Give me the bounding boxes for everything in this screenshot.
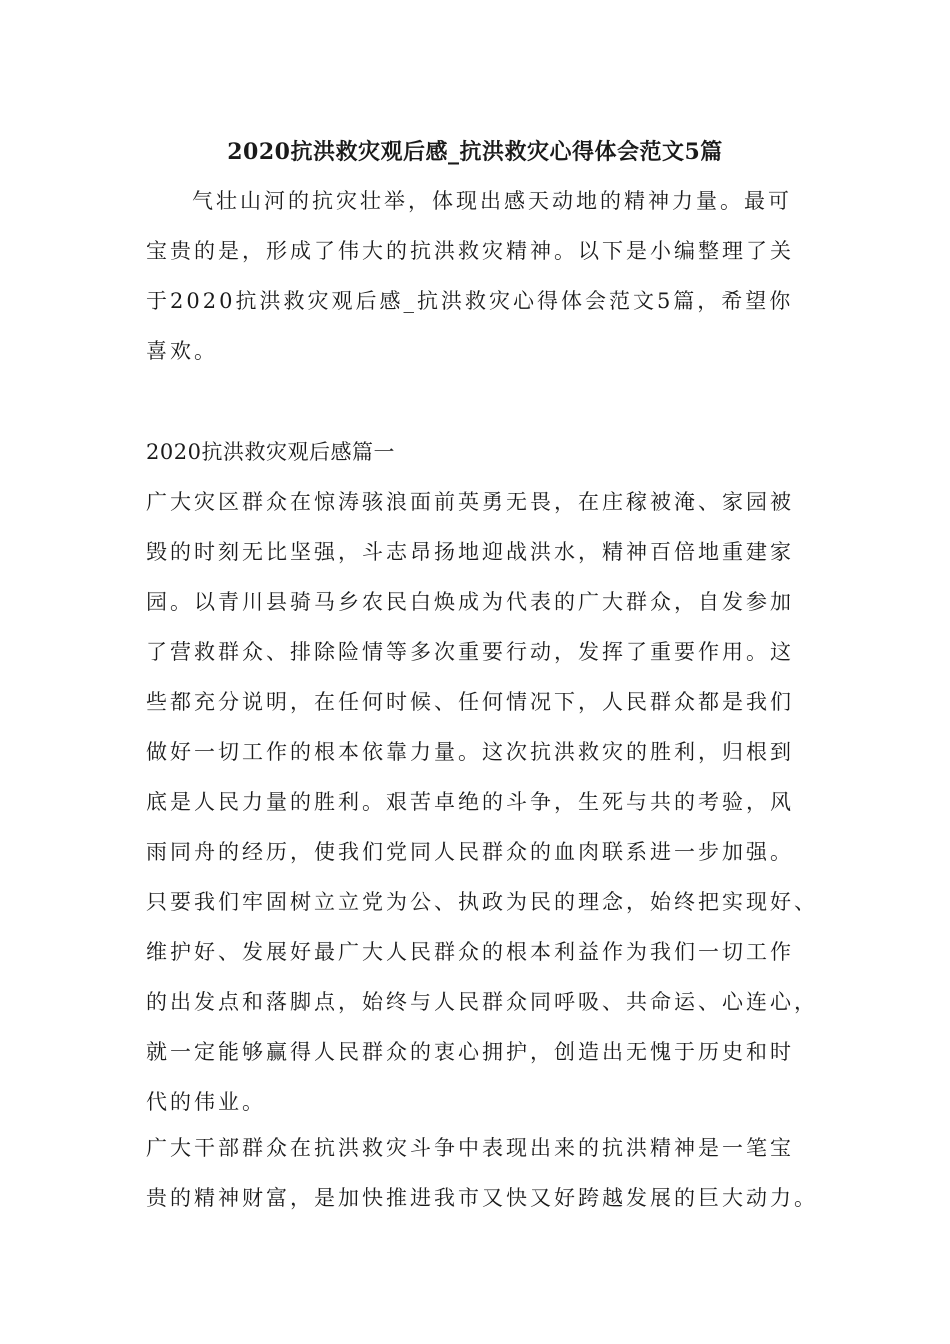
body-paragraph-1 [146, 477, 818, 1127]
paragraph-line: 就一定能够赢得人民群众的衷心拥护，创造出无愧于历史和时 [146, 1040, 794, 1064]
paragraph-line: 的出发点和落脚点，始终与人民群众同呼吸、共命运、心连心， [146, 990, 818, 1014]
paragraph-line: 代的伟业。 [146, 1090, 266, 1114]
intro-line: 喜欢。 [146, 339, 218, 363]
section-heading: 2020抗洪救灾观后感篇一 [146, 440, 395, 464]
paragraph-line: 维护好、发展好最广大人民群众的根本利益作为我们一切工作 [146, 940, 794, 964]
paragraph-line: 广大干部群众在抗洪救灾斗争中表现出来的抗洪精神是一笔宝 [146, 1136, 794, 1160]
paragraph-line: 园。以青川县骑马乡农民白焕成为代表的广大群众，自发参加 [146, 590, 794, 614]
paragraph-line: 广大灾区群众在惊涛骇浪面前英勇无畏，在庄稼被淹、家园被 [146, 490, 794, 514]
intro-line: 宝贵的是，形成了伟大的抗洪救灾精神。以下是小编整理了关 [146, 239, 794, 263]
paragraph-line: 做好一切工作的根本依靠力量。这次抗洪救灾的胜利，归根到 [146, 740, 794, 764]
paragraph-line: 只要我们牢固树立立党为公、执政为民的理念，始终把实现好、 [146, 890, 818, 914]
body-paragraph-2 [146, 1123, 818, 1223]
paragraph-line: 了营救群众、排除险情等多次重要行动，发挥了重要作用。这 [146, 640, 794, 664]
intro-line: 于2020抗洪救灾观后感_抗洪救灾心得体会范文5篇，希望你 [146, 289, 794, 313]
paragraph-line: 底是人民力量的胜利。艰苦卓绝的斗争，生死与共的考验，风 [146, 790, 794, 814]
document-title: 2020抗洪救灾观后感_抗洪救灾心得体会范文5篇 [227, 139, 723, 165]
paragraph-line: 贵的精神财富，是加快推进我市又快又好跨越发展的巨大动力。 [146, 1186, 818, 1210]
intro-line: 气壮山河的抗灾壮举，体现出感天动地的精神力量。最可 [192, 189, 792, 213]
paragraph-line: 雨同舟的经历，使我们党同人民群众的血肉联系进一步加强。 [146, 840, 794, 864]
paragraph-line: 些都充分说明，在任何时候、任何情况下，人民群众都是我们 [146, 690, 794, 714]
paragraph-line: 毁的时刻无比坚强，斗志昂扬地迎战洪水，精神百倍地重建家 [146, 540, 794, 564]
intro-paragraph [146, 176, 794, 376]
